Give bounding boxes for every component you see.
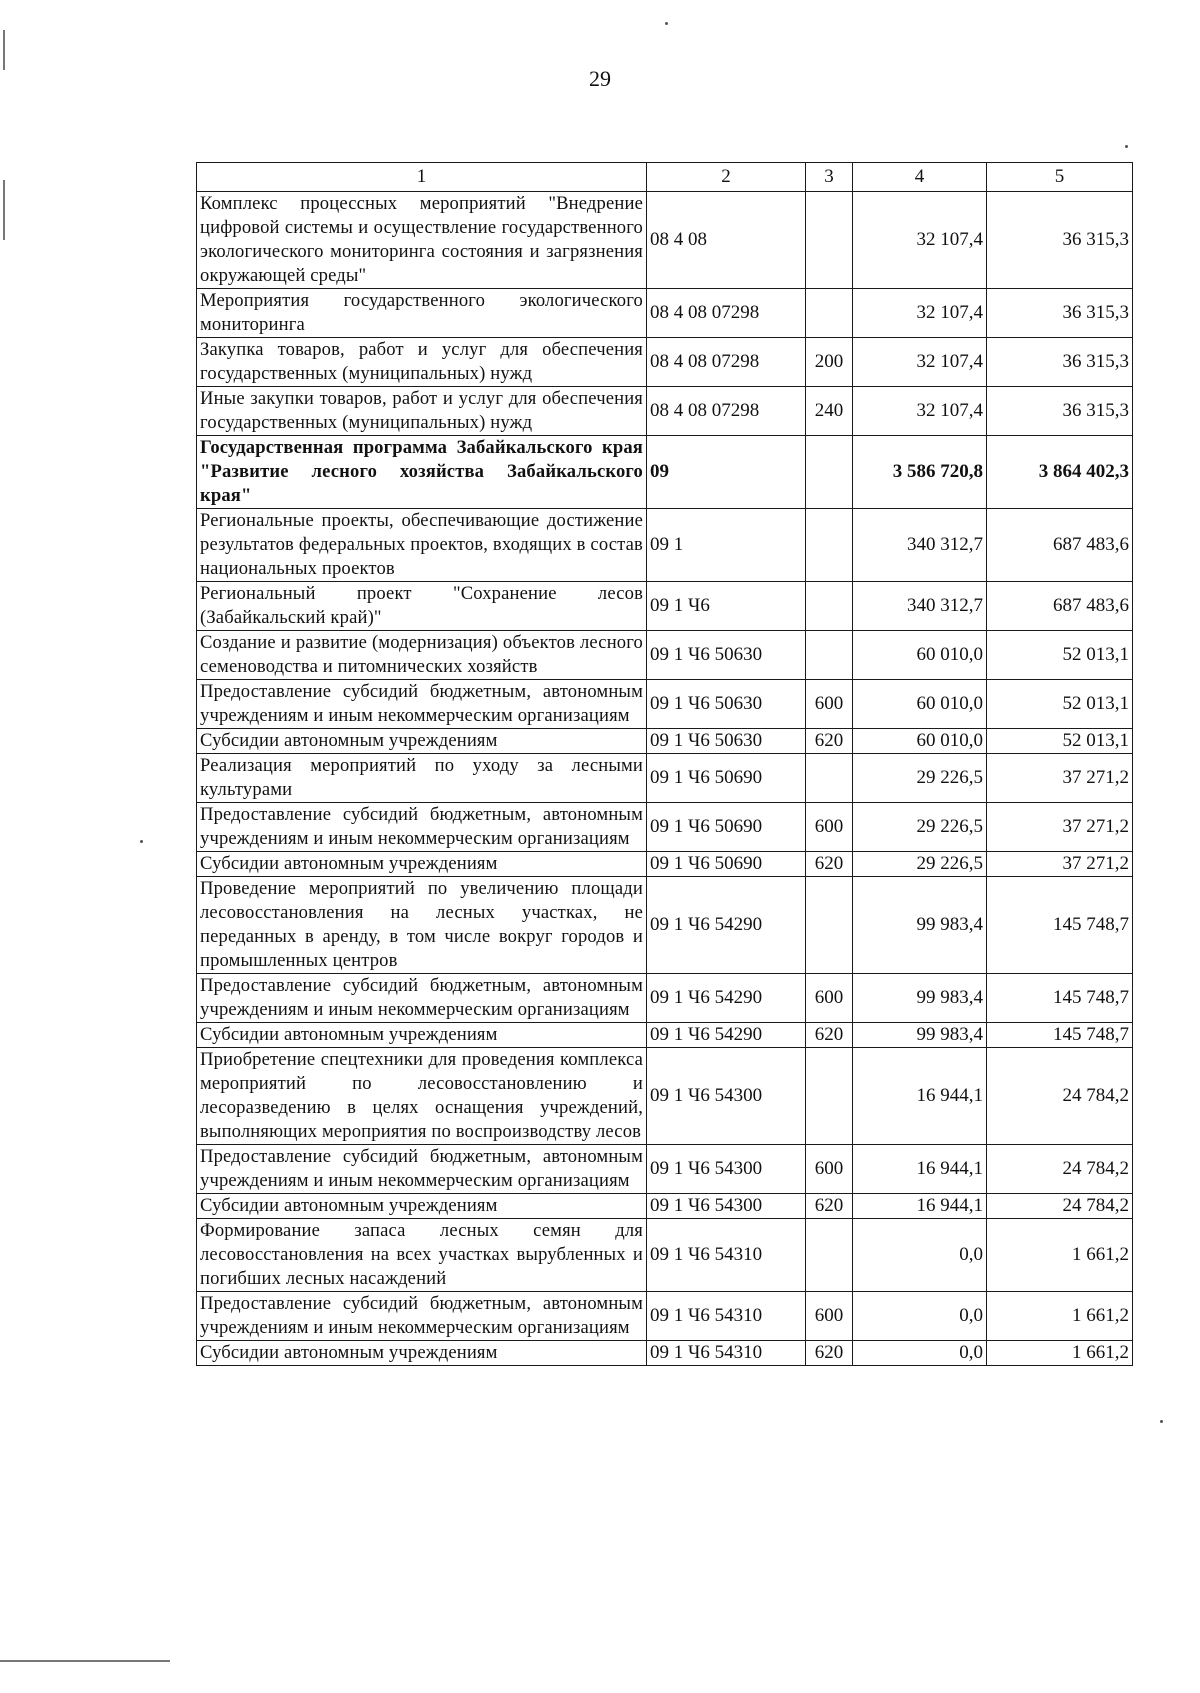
row-value-year1-cell: 340 312,7 [853,582,987,631]
row-type-cell: 600 [806,1292,853,1341]
row-type-cell: 620 [806,852,853,877]
row-value-year1-cell: 0,0 [853,1341,987,1366]
table-row [197,1023,1133,1048]
row-code-cell: 09 1 Ч6 54290 [647,974,806,1023]
row-value-year1-cell: 29 226,5 [853,754,987,803]
row-value-year1-cell: 32 107,4 [853,192,987,289]
table-row [197,387,1133,436]
row-value-year2-cell: 145 748,7 [987,974,1133,1023]
table-row [197,1145,1133,1194]
row-value-year1-cell: 32 107,4 [853,387,987,436]
row-value-year1-cell: 0,0 [853,1292,987,1341]
row-code-cell: 09 1 Ч6 54310 [647,1292,806,1341]
row-value-year2-cell: 52 013,1 [987,631,1133,680]
table-row [197,289,1133,338]
row-value-year2-cell: 1 661,2 [987,1292,1133,1341]
row-name-cell: Проведение мероприятий по увеличению площади лесовосстановления на лесных участках, не переданных в аренду, в том числе вокруг городов и промышленных центров [197,877,647,974]
row-code-cell: 09 1 [647,509,806,582]
row-value-year2-cell: 145 748,7 [987,1023,1133,1048]
row-name-cell: Мероприятия государственного экологического мониторинга [197,289,647,338]
row-type-cell [806,1048,853,1145]
row-type-cell [806,877,853,974]
row-type-cell [806,1219,853,1292]
row-value-year1-cell: 0,0 [853,1219,987,1292]
row-value-year1-cell: 29 226,5 [853,803,987,852]
row-value-year2-cell: 52 013,1 [987,680,1133,729]
row-code-cell: 09 1 Ч6 [647,582,806,631]
header-cell: 1 [197,163,647,192]
row-code-cell: 09 1 Ч6 50690 [647,852,806,877]
row-value-year2-cell: 1 661,2 [987,1341,1133,1366]
budget-table [196,162,1133,1366]
table-row [197,877,1133,974]
row-value-year1-cell: 29 226,5 [853,852,987,877]
row-name-cell: Создание и развитие (модернизация) объектов лесного семеноводства и питомнических хозяйств [197,631,647,680]
row-value-year1-cell: 340 312,7 [853,509,987,582]
row-name-cell: Предоставление субсидий бюджетным, автономным учреждениям и иным некоммерческим организациям [197,803,647,852]
row-name-cell: Предоставление субсидий бюджетным, автономным учреждениям и иным некоммерческим организациям [197,974,647,1023]
row-value-year2-cell: 687 483,6 [987,509,1133,582]
table-row [197,1194,1133,1219]
row-code-cell: 09 1 Ч6 54310 [647,1219,806,1292]
row-code-cell: 09 1 Ч6 50630 [647,631,806,680]
row-code-cell: 09 [647,436,806,509]
row-code-cell: 09 1 Ч6 50690 [647,754,806,803]
row-value-year1-cell: 99 983,4 [853,1023,987,1048]
row-type-cell [806,582,853,631]
table-row [197,729,1133,754]
page-number: 29 [589,66,611,91]
table-row [197,192,1133,289]
row-value-year1-cell: 99 983,4 [853,877,987,974]
row-value-year2-cell: 1 661,2 [987,1219,1133,1292]
row-value-year1-cell: 99 983,4 [853,974,987,1023]
row-name-cell: Приобретение спецтехники для проведения комплекса мероприятий по лесовосстановлению и лесоразведению в целях оснащения учреждений, выполняющих мероприятия по воспроизводству лесов [197,1048,647,1145]
row-type-cell [806,754,853,803]
table-row [197,582,1133,631]
row-value-year2-cell: 36 315,3 [987,289,1133,338]
row-name-cell: Субсидии автономным учреждениям [197,852,647,877]
table-row [197,803,1133,852]
row-name-cell: Субсидии автономным учреждениям [197,729,647,754]
scan-edge-mark [0,1660,170,1662]
row-name-cell: Реализация мероприятий по уходу за лесными культурами [197,754,647,803]
row-type-cell: 240 [806,387,853,436]
row-type-cell [806,509,853,582]
table-row [197,680,1133,729]
table-row [197,1341,1133,1366]
table-row [197,852,1133,877]
row-value-year1-cell: 32 107,4 [853,338,987,387]
row-name-cell: Предоставление субсидий бюджетным, автономным учреждениям и иным некоммерческим организациям [197,680,647,729]
row-type-cell [806,289,853,338]
row-type-cell [806,192,853,289]
row-name-cell: Закупка товаров, работ и услуг для обеспечения государственных (муниципальных) нужд [197,338,647,387]
row-value-year1-cell: 32 107,4 [853,289,987,338]
row-value-year2-cell: 145 748,7 [987,877,1133,974]
row-type-cell: 620 [806,1194,853,1219]
row-name-cell: Комплекс процессных мероприятий "Внедрение цифровой системы и осуществление государственного экологического мониторинга состояния и загрязнения окружающей среды" [197,192,647,289]
table-row [197,1048,1133,1145]
row-type-cell: 600 [806,803,853,852]
row-type-cell: 600 [806,974,853,1023]
row-code-cell: 09 1 Ч6 50630 [647,729,806,754]
scan-speck [665,22,668,25]
table-row [197,974,1133,1023]
row-code-cell: 08 4 08 07298 [647,289,806,338]
row-name-cell: Субсидии автономным учреждениям [197,1341,647,1366]
row-code-cell: 09 1 Ч6 54300 [647,1145,806,1194]
row-code-cell: 09 1 Ч6 54300 [647,1048,806,1145]
row-value-year1-cell: 16 944,1 [853,1194,987,1219]
table-row [197,631,1133,680]
row-value-year2-cell: 36 315,3 [987,387,1133,436]
row-type-cell: 200 [806,338,853,387]
row-name-cell: Иные закупки товаров, работ и услуг для обеспечения государственных (муниципальных) нужд [197,387,647,436]
row-value-year2-cell: 24 784,2 [987,1194,1133,1219]
scan-speck [1160,1420,1163,1423]
row-code-cell: 08 4 08 07298 [647,387,806,436]
row-value-year2-cell: 24 784,2 [987,1145,1133,1194]
scan-edge-mark [3,30,5,70]
row-name-cell: Предоставление субсидий бюджетным, автономным учреждениям и иным некоммерческим организациям [197,1145,647,1194]
scan-speck [140,840,143,843]
row-code-cell: 09 1 Ч6 54290 [647,877,806,974]
table-row [197,1292,1133,1341]
table-row [197,338,1133,387]
header-cell: 3 [806,163,853,192]
header-cell: 5 [987,163,1133,192]
row-value-year1-cell: 3 586 720,8 [853,436,987,509]
row-name-cell: Региональный проект "Сохранение лесов (Забайкальский край)" [197,582,647,631]
row-value-year1-cell: 16 944,1 [853,1048,987,1145]
scan-edge-mark [3,180,5,240]
row-value-year1-cell: 60 010,0 [853,631,987,680]
row-value-year1-cell: 60 010,0 [853,729,987,754]
table-row [197,1219,1133,1292]
row-code-cell: 08 4 08 07298 [647,338,806,387]
row-type-cell: 620 [806,1023,853,1048]
row-value-year2-cell: 3 864 402,3 [987,436,1133,509]
table-row [197,754,1133,803]
row-code-cell: 09 1 Ч6 54290 [647,1023,806,1048]
row-type-cell: 620 [806,729,853,754]
row-value-year2-cell: 687 483,6 [987,582,1133,631]
row-value-year2-cell: 24 784,2 [987,1048,1133,1145]
row-name-cell: Предоставление субсидий бюджетным, автономным учреждениям и иным некоммерческим организациям [197,1292,647,1341]
row-type-cell [806,436,853,509]
row-name-cell: Формирование запаса лесных семян для лесовосстановления на всех участках вырубленных и погибших лесных насаждений [197,1219,647,1292]
row-name-cell: Субсидии автономным учреждениям [197,1194,647,1219]
row-name-cell: Субсидии автономным учреждениям [197,1023,647,1048]
row-value-year2-cell: 37 271,2 [987,754,1133,803]
table-row [197,436,1133,509]
row-value-year2-cell: 52 013,1 [987,729,1133,754]
row-value-year2-cell: 36 315,3 [987,192,1133,289]
row-value-year2-cell: 36 315,3 [987,338,1133,387]
row-value-year2-cell: 37 271,2 [987,852,1133,877]
row-value-year1-cell: 16 944,1 [853,1145,987,1194]
row-type-cell [806,631,853,680]
row-type-cell: 600 [806,1145,853,1194]
table-row [197,509,1133,582]
header-row [197,163,1133,192]
row-value-year2-cell: 37 271,2 [987,803,1133,852]
header-cell: 2 [647,163,806,192]
row-code-cell: 09 1 Ч6 50630 [647,680,806,729]
row-code-cell: 09 1 Ч6 54310 [647,1341,806,1366]
row-type-cell: 600 [806,680,853,729]
scan-speck [1125,145,1128,148]
header-cell: 4 [853,163,987,192]
row-code-cell: 09 1 Ч6 54300 [647,1194,806,1219]
row-name-cell: Государственная программа Забайкальского края "Развитие лесного хозяйства Забайкальского края" [197,436,647,509]
row-name-cell: Региональные проекты, обеспечивающие достижение результатов федеральных проектов, входящих в состав национальных проектов [197,509,647,582]
row-type-cell: 620 [806,1341,853,1366]
row-code-cell: 09 1 Ч6 50690 [647,803,806,852]
row-code-cell: 08 4 08 [647,192,806,289]
row-value-year1-cell: 60 010,0 [853,680,987,729]
